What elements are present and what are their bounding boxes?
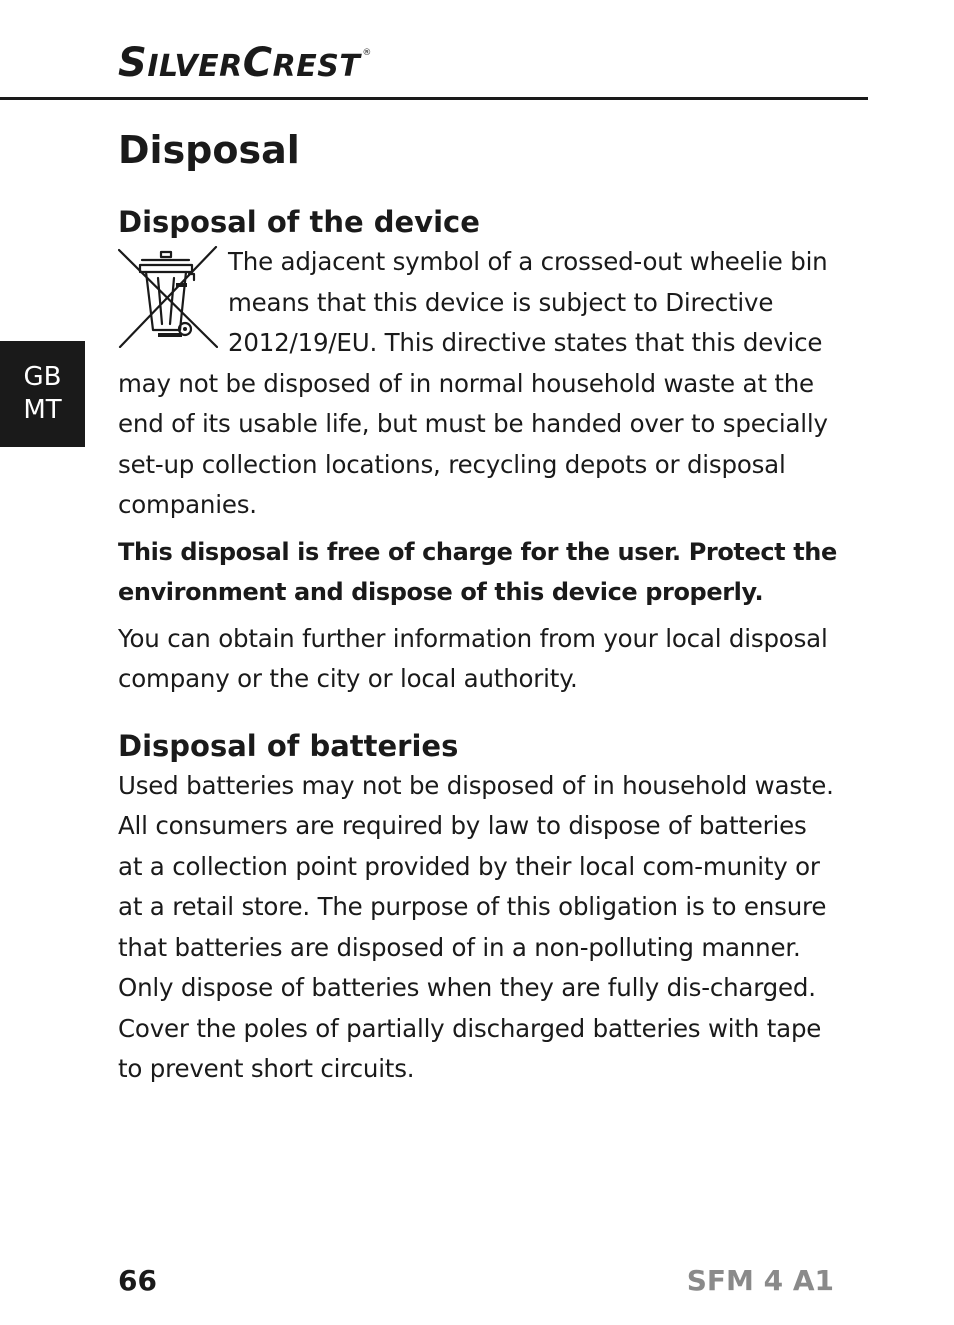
- battery-disposal-heading: Disposal of batteries: [118, 728, 459, 763]
- language-code-gb: GB: [23, 362, 62, 392]
- device-disposal-paragraph: The adjacent symbol of a crossed-out wheelie bin means that this device is subject to Directive 2012/19/EU. This directive states that this device may not be disposed of in normal household waste at the end of its usable life, but must be handed over to specially set-up collection locations, recycling depots or disposal companies.: [118, 247, 828, 519]
- language-code-mt: MT: [23, 395, 62, 425]
- page-content: [118, 122, 838, 1090]
- battery-disposal-paragraph: Used batteries may not be disposed of in household waste. All consumers are required by law to dispose of batteries at a collection point provided by their local com-munity or at a retail store. The purpose of this obligation is to ensure that batteries are disposed of in a non-polluting manner. Only dispose of batteries when they are fully dis-charged. Cover the poles of partially discharged batteries with tape to prevent short circuits.: [118, 770, 834, 1083]
- device-disposal-heading: Disposal of the device: [118, 205, 480, 239]
- header-rule: [0, 97, 868, 100]
- brand-letter-c: C: [242, 40, 273, 86]
- registered-mark: ®: [362, 48, 372, 58]
- language-tab: [0, 341, 85, 447]
- free-of-charge-notice: This disposal is free of charge for the user. Protect the environment and dispose of this device properly.: [118, 537, 837, 606]
- page-title: Disposal: [118, 128, 300, 172]
- further-information-paragraph: You can obtain further information from your local disposal company or the city or local authority.: [118, 623, 828, 693]
- brand-logo: [118, 40, 372, 86]
- crossed-out-wheelie-bin-icon: [118, 246, 218, 348]
- page-number: 66: [118, 1264, 157, 1297]
- brand-text-ilver: ILVER: [147, 49, 243, 84]
- model-number: SFM 4 A1: [686, 1264, 834, 1297]
- brand-letter-s: S: [118, 40, 148, 86]
- brand-text-rest: REST: [272, 49, 361, 84]
